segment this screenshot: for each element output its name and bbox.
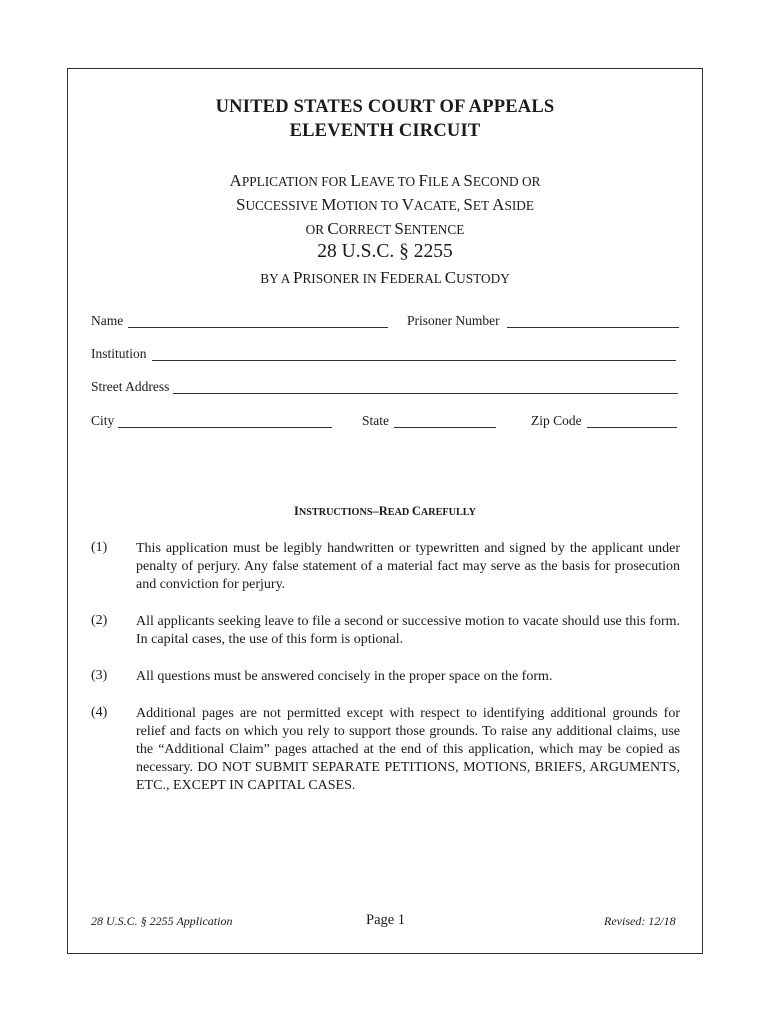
- state-label: State: [362, 413, 389, 428]
- item-number: (2): [91, 613, 108, 628]
- instruction-text: All questions must be answered concisely in the proper space on the form.: [136, 669, 553, 684]
- title-line-3: OR CORRECT SENTENCE: [305, 219, 465, 238]
- instruction-text: This application must be legibly handwritten or typewritten and signed by the applicant under penalty of perjury. Any false statement of a material fact may serve as the basis for prosecution and conviction for perjury.: [136, 541, 680, 592]
- city-field[interactable]: [118, 427, 332, 428]
- street-address-label: Street Address: [91, 379, 170, 394]
- institution-label: Institution: [91, 346, 147, 361]
- title-line-5: BY A PRISONER IN FEDERAL CUSTODY: [260, 268, 510, 287]
- title-line-2: SUCCESSIVE MOTION TO VACATE, SET ASIDE: [235, 195, 535, 214]
- item-number: (1): [91, 540, 108, 555]
- item-number: (4): [91, 705, 108, 720]
- title-line-1: APPLICATION FOR LEAVE TO FILE A SECOND OR: [229, 171, 541, 190]
- revision-date: Revised: 12/18: [604, 914, 676, 928]
- item-number: (3): [91, 668, 108, 683]
- circuit-name: ELEVENTH CIRCUIT: [289, 121, 481, 141]
- instructions-heading: INSTRUCTIONS–READ CAREFULLY: [294, 504, 476, 518]
- name-field[interactable]: [128, 327, 388, 328]
- prisoner-number-label: Prisoner Number: [407, 313, 500, 328]
- instruction-text: Additional pages are not permitted except with respect to identifying additional grounds for relief and facts on which you rely to support those grounds. To raise any additional claims, use the “Additional Claim” pages attached at the end of this application, which may be copied as necessary. DO NOT SUBMIT SEPARATE PETITIONS, MOTIONS, BRIEFS, ARGUMENTS, ETC., EXCEPT IN CAPITAL CASES.: [136, 706, 680, 793]
- zip-code-field[interactable]: [587, 427, 677, 428]
- statute-citation: 28 U.S.C. § 2255: [317, 241, 453, 262]
- instruction-text: All applicants seeking leave to file a second or successive motion to vacate should use this form. In capital cases, the use of this form is optional.: [136, 614, 680, 647]
- city-label: City: [91, 413, 115, 428]
- name-label: Name: [91, 313, 124, 328]
- court-name: UNITED STATES COURT OF APPEALS: [215, 97, 555, 117]
- prisoner-number-field[interactable]: [507, 327, 679, 328]
- footer-form-name: 28 U.S.C. § 2255 Application: [91, 914, 233, 928]
- zip-code-label: Zip Code: [531, 413, 582, 428]
- street-address-field[interactable]: [173, 393, 678, 394]
- state-field[interactable]: [394, 427, 496, 428]
- page-number: Page 1: [366, 912, 406, 928]
- institution-field[interactable]: [152, 360, 676, 361]
